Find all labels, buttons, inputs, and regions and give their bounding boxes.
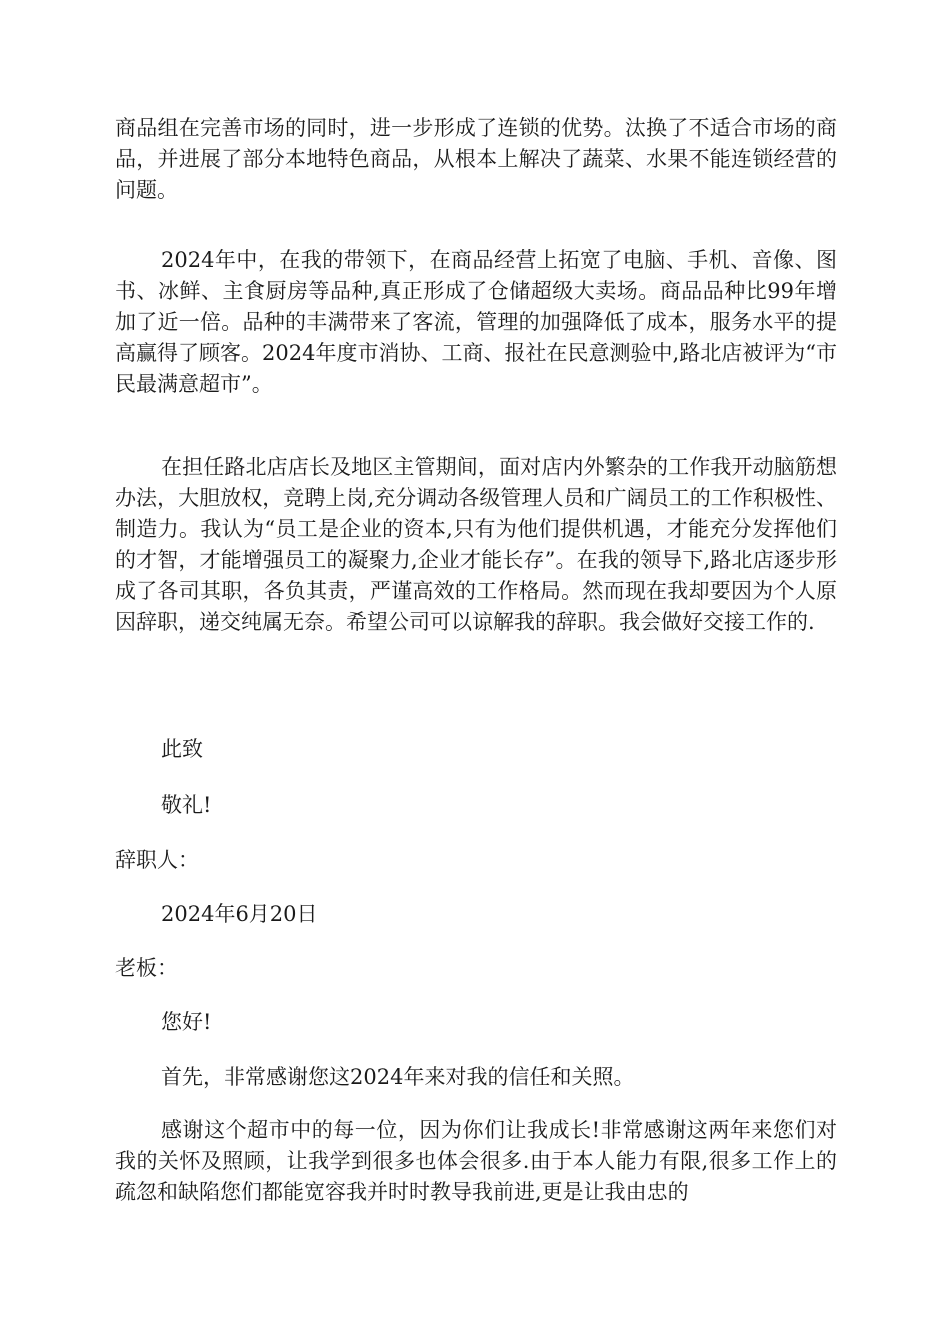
signature-date: 2024年6月20日 [161, 902, 318, 926]
paragraph-3: 在担任路北店店长及地区主管期间，面对店内外繁杂的工作我开动脑筋想办法，大胆放权，竞聘上岗,充分调动各级管理人员和广阔员工的工作积极性、制造力。我认为“员工是企业的资本,只有为他们提供机遇，才能充分发挥他们的才智，才能增强员工的凝聚力,企业才能长存”。在我的领导下,路北店逐步形成了各司其职，各负其责，严谨高效的工作格局。然而现在我却要因为个人原因辞职，递交纯属无奈。希望公司可以谅解我的辞职。我会做好交接工作的. [115, 455, 837, 634]
salutation: 老板： [115, 956, 178, 980]
paragraph-thanks: 首先，非常感谢您这2024年来对我的信任和关照。 [161, 1065, 635, 1089]
paragraph-gratitude: 感谢这个超市中的每一位，因为你们让我成长!非常感谢这两年来您们对我的关怀及照顾，让我学到很多也体会很多.由于本人能力有限,很多工作上的疏忽和缺陷您们都能宽容我并时时教导我前进,更是让我由忠的 [115, 1118, 837, 1204]
closing-zhi: 此致 [161, 737, 203, 761]
paragraph-1: 商品组在完善市场的同时，进一步形成了连锁的优势。汰换了不适合市场的商品，并进展了部分本地特色商品，从根本上解决了蔬菜、水果不能连锁经营的问题。 [115, 116, 837, 202]
signer-label: 辞职人： [115, 848, 199, 872]
closing-jingli: 敬礼! [161, 793, 212, 817]
paragraph-2: 2024年中，在我的带领下，在商品经营上拓宽了电脑、手机、音像、图书、冰鲜、主食厨房等品种,真正形成了仓储超级大卖场。商品品种比99年增加了近一倍。品种的丰满带来了客流，管理的加强降低了成本，服务水平的提高赢得了顾客。2024年度市消协、工商、报社在民意测验中,路北店被评为“市民最满意超市”。 [115, 248, 837, 396]
greeting: 您好! [161, 1010, 212, 1034]
